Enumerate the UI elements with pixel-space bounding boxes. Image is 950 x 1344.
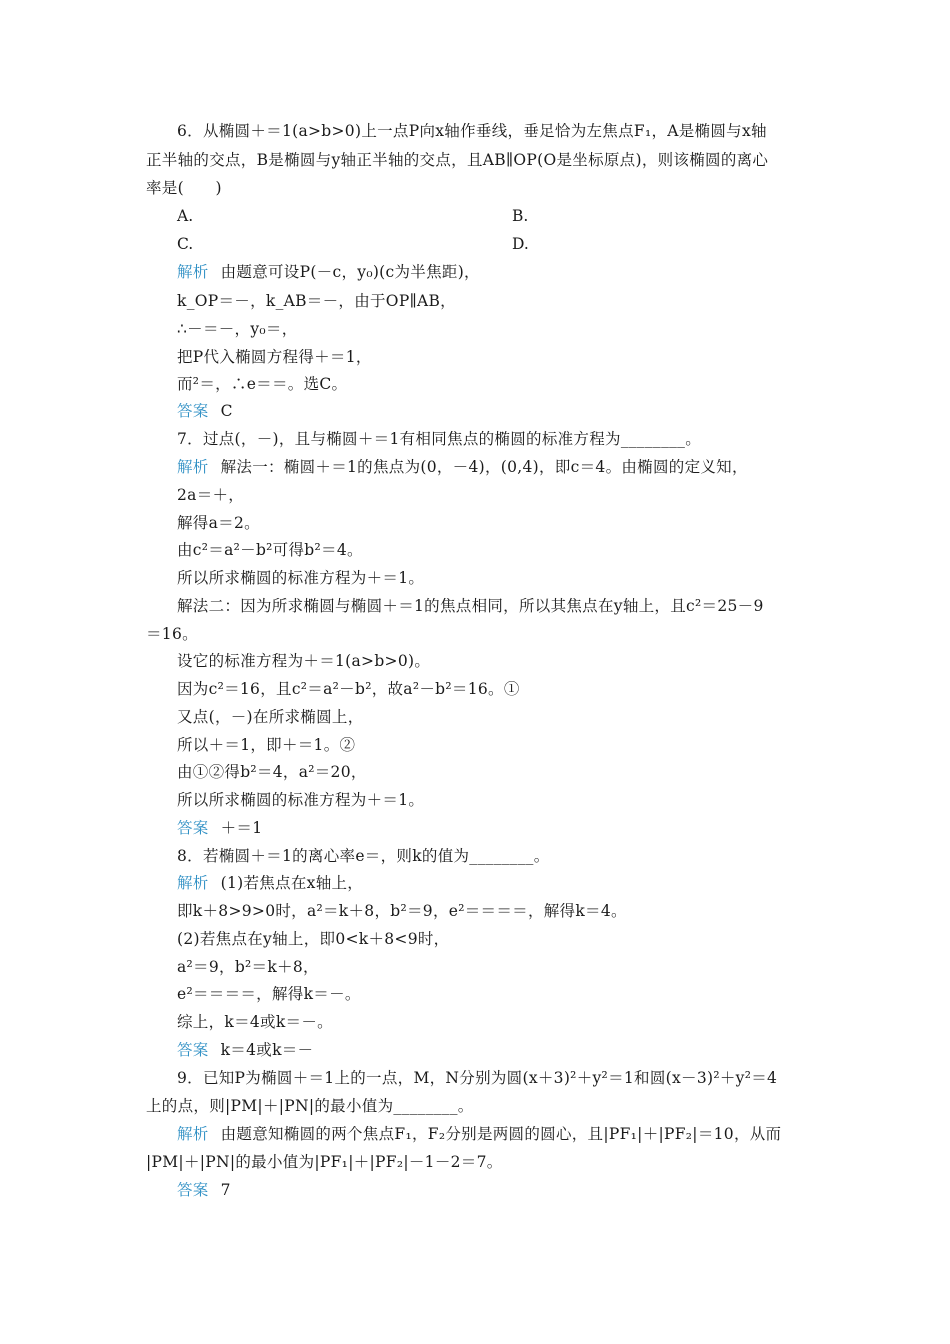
q7-solution-line-11: 所以＋＝1，即＋＝1。②: [177, 736, 356, 754]
q7-solution-line-13: 所以所求椭圆的标准方程为＋＝1。: [177, 791, 425, 809]
q7-solution-line-2: 2a＝＋，: [177, 486, 245, 504]
q8-jiexi-label: 解析: [177, 874, 209, 892]
q8-stem: 8．若椭圆＋＝1的离心率e＝，则k的值为________。: [177, 847, 550, 865]
q6-stem-line-1: 6．从椭圆＋＝1(a>b>0)上一点P向x轴作垂线，垂足恰为左焦点F₁，A是椭圆与x轴: [177, 122, 767, 140]
q7-solution-line-1: [177, 457, 748, 477]
q7-solution-line-9: 因为c²＝16，且c²＝a²－b²，故a²－b²＝16。①: [177, 680, 520, 698]
q6-stem-line-2: 正半轴的交点，B是椭圆与y轴正半轴的交点，且AB∥OP(O是坐标原点)，则该椭圆的离心: [146, 151, 769, 169]
q6-answer-value: C: [220, 402, 233, 420]
q7-solution-line-8: 设它的标准方程为＋＝1(a>b>0)。: [177, 652, 431, 670]
q7-answer-line: [177, 818, 262, 838]
q6-solution-line-2: k_OP＝－，k_AB＝－，由于OP∥AB，: [177, 292, 456, 310]
q8-solution-line-2: 即k＋8>9>0时，a²＝k＋8，b²＝9，e²＝＝＝＝，解得k＝4。: [177, 902, 627, 920]
q9-solution-line-2: |PM|＋|PN|的最小值为|PF₁|＋|PF₂|－1－2＝7。: [146, 1153, 503, 1171]
q8-solution-line-6: 综上，k＝4或k＝－。: [177, 1013, 333, 1031]
q6-option-d: D.: [512, 235, 529, 253]
q9-jiexi-label: 解析: [177, 1125, 209, 1143]
q6-option-a: A.: [177, 207, 194, 225]
q6-answer-label: 答案: [177, 402, 209, 420]
q6-solution-line-4: 把P代入椭圆方程得＋＝1，: [177, 348, 372, 366]
q7-jiexi-label: 解析: [177, 458, 209, 476]
q7-answer-value: ＋＝1: [220, 819, 263, 837]
q9-answer-value: 7: [220, 1181, 231, 1199]
q8-solution-line-5: e²＝＝＝＝，解得k＝－。: [177, 985, 361, 1003]
q7-stem: 7．过点(，－)，且与椭圆＋＝1有相同焦点的椭圆的标准方程为________。: [177, 430, 702, 448]
q6-option-b: B.: [512, 207, 529, 225]
q7-solution-line-4: 由c²＝a²－b²可得b²＝4。: [177, 541, 363, 559]
q6-solution-line-3: ∴－＝－，y₀＝，: [177, 320, 298, 338]
q9-solution-text-1: 由题意知椭圆的两个焦点F₁，F₂分别是两圆的圆心，且|PF₁|＋|PF₂|＝10，从而: [220, 1125, 782, 1143]
q6-option-c: C.: [177, 235, 194, 253]
q9-stem-line-1: 9．已知P为椭圆＋＝1上的一点，M，N分别为圆(x＋3)²＋y²＝1和圆(x－3)²＋y²＝4: [177, 1069, 778, 1087]
q6-jiexi-label: 解析: [177, 263, 209, 281]
q6-solution-line-1: [177, 262, 480, 282]
q9-stem-line-2: 上的点，则|PM|＋|PN|的最小值为________。: [146, 1097, 474, 1115]
q7-solution-line-10: 又点(，－)在所求椭圆上，: [177, 708, 364, 726]
q8-answer-line: [177, 1040, 313, 1060]
q6-answer-line: [177, 401, 233, 421]
q7-solution-line-3: 解得a＝2。: [177, 514, 260, 532]
q6-solution-text-1: 由题意可设P(－c，y₀)(c为半焦距)，: [220, 263, 480, 281]
q8-solution-line-3: (2)若焦点在y轴上，即0<k＋8<9时，: [177, 930, 450, 948]
q7-solution-line-6: 解法二：因为所求椭圆与椭圆＋＝1的焦点相同，所以其焦点在y轴上，且c²＝25－9: [177, 597, 764, 615]
q9-answer-label: 答案: [177, 1181, 209, 1199]
q7-solution-line-12: 由①②得b²＝4，a²＝20，: [177, 763, 367, 781]
q8-solution-line-1: [177, 873, 363, 893]
q7-solution-line-5: 所以所求椭圆的标准方程为＋＝1。: [177, 569, 425, 587]
q7-solution-line-7: ＝16。: [146, 625, 198, 643]
q9-solution-line-1: [177, 1124, 781, 1144]
q8-solution-line-4: a²＝9，b²＝k＋8，: [177, 958, 319, 976]
q8-solution-text-1: (1)若焦点在x轴上，: [220, 874, 364, 892]
q6-solution-line-5: 而²＝，∴e＝＝。选C。: [177, 375, 348, 393]
q8-answer-label: 答案: [177, 1041, 209, 1059]
q9-answer-line: [177, 1180, 231, 1200]
q8-answer-value: k＝4或k＝－: [220, 1041, 314, 1059]
q6-stem-line-3: 率是( ): [146, 179, 222, 197]
q7-solution-text-1: 解法一：椭圆＋＝1的焦点为(0，－4)，(0,4)，即c＝4。由椭圆的定义知，: [220, 458, 748, 476]
q7-answer-label: 答案: [177, 819, 209, 837]
